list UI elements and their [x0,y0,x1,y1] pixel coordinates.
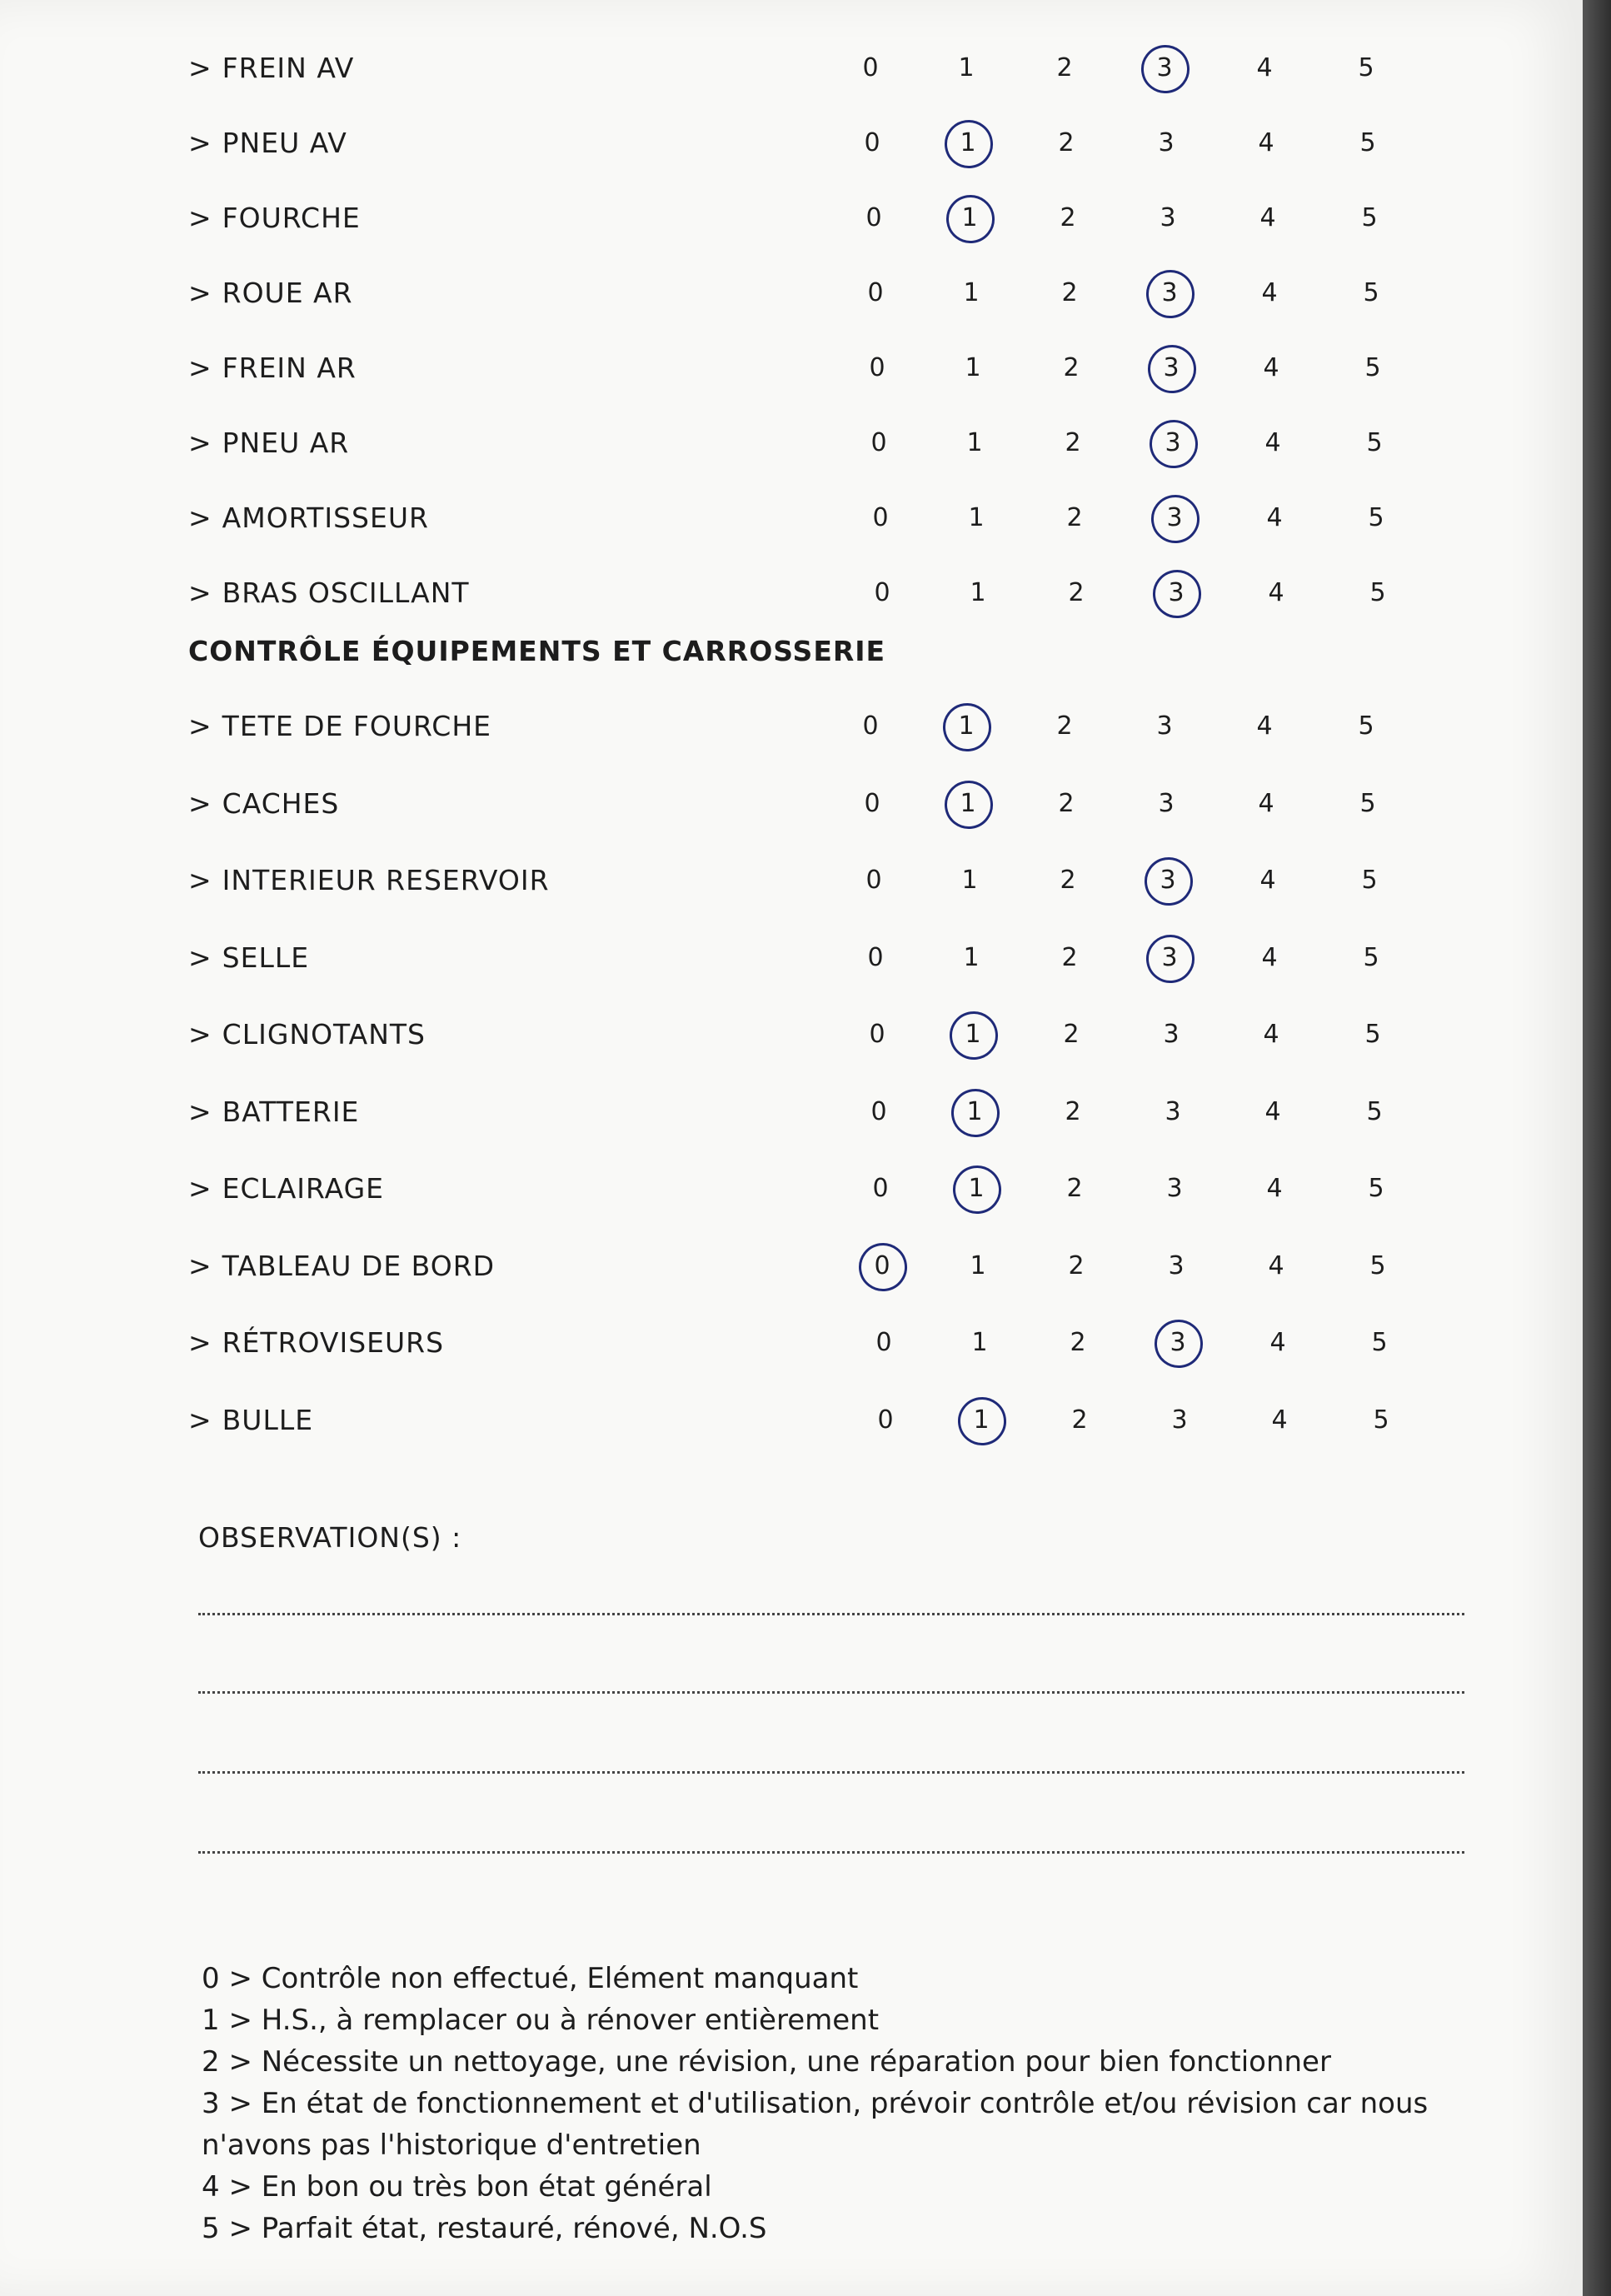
score-option-selected[interactable]: 3 [1145,268,1195,318]
score-option-selected[interactable]: 3 [1146,343,1196,393]
check-label [188,1318,444,1368]
check-label-text: BULLE [222,1403,314,1436]
arrow-icon: > [188,52,212,84]
score-option[interactable]: 2 [1058,128,1075,157]
check-row [0,568,1583,618]
check-row [0,1395,1583,1445]
observation-line[interactable] [198,1771,1464,1774]
score-option-selected[interactable]: 1 [951,1164,1001,1214]
score-option-selected[interactable]: 1 [948,1010,998,1060]
score-option[interactable]: 0 [865,203,882,232]
check-label-text: FREIN AR [222,352,357,384]
score-option[interactable]: 0 [870,428,887,457]
arrow-icon: > [188,1403,212,1436]
score-option[interactable]: 2 [1071,1405,1088,1435]
score-option[interactable]: 5 [1366,428,1383,457]
check-row [0,1318,1583,1368]
score-option-selected[interactable]: 3 [1140,43,1190,93]
score-option[interactable]: 5 [1363,942,1379,972]
check-row [0,43,1583,93]
check-label [188,493,429,543]
check-label-text: TABLEAU DE BORD [222,1249,496,1282]
score-option[interactable]: 2 [1068,578,1085,607]
check-row [0,418,1583,468]
check-label [188,1010,426,1060]
score-option[interactable]: 2 [1058,788,1075,818]
check-label-text: CLIGNOTANTS [222,1018,426,1051]
section-title: CONTRÔLE ÉQUIPEMENTS ET CARROSSERIE [188,635,886,667]
check-label [188,268,353,318]
score-option[interactable]: 1 [958,53,975,82]
observations-label: OBSERVATION(S) : [198,1521,462,1554]
arrow-icon: > [188,864,212,896]
check-label [188,933,309,983]
observation-line[interactable] [198,1851,1464,1854]
score-option[interactable]: 4 [1271,1405,1288,1435]
score-option[interactable]: 5 [1371,1328,1388,1357]
score-option-selected[interactable]: 0 [857,1241,907,1291]
score-option[interactable]: 2 [1056,53,1073,82]
check-label-text: TETE DE FOURCHE [222,710,492,742]
check-label-text: FREIN AV [222,52,355,84]
arrow-icon: > [188,127,212,159]
score-option[interactable]: 1 [971,1328,988,1357]
score-option[interactable]: 2 [1060,203,1076,232]
score-option[interactable]: 1 [963,942,980,972]
check-label-text: ROUE AR [222,277,353,309]
arrow-icon: > [188,576,212,609]
score-option[interactable]: 4 [1269,1328,1286,1357]
check-row [0,193,1583,243]
check-row [0,1087,1583,1137]
score-option[interactable]: 2 [1070,1328,1086,1357]
score-option[interactable]: 1 [966,428,983,457]
score-option[interactable]: 5 [1364,353,1381,382]
check-label [188,856,550,906]
score-option[interactable]: 3 [1158,128,1175,157]
score-option[interactable]: 5 [1361,866,1378,895]
arrow-icon: > [188,202,212,234]
score-option[interactable]: 5 [1358,53,1374,82]
arrow-icon: > [188,786,212,820]
score-option[interactable]: 4 [1268,1250,1284,1280]
score-option[interactable]: 2 [1063,353,1080,382]
score-option[interactable]: 3 [1165,1096,1181,1126]
score-option[interactable]: 2 [1068,1250,1085,1280]
score-option[interactable]: 5 [1359,128,1376,157]
arrow-icon: > [188,502,212,534]
check-row [0,779,1583,829]
score-option[interactable]: 3 [1166,1174,1183,1203]
score-option[interactable]: 0 [872,1174,889,1203]
score-option[interactable]: 4 [1266,503,1283,532]
score-option[interactable]: 4 [1264,428,1281,457]
check-label [188,1087,359,1137]
score-option-selected[interactable]: 1 [943,779,993,829]
score-option[interactable]: 4 [1268,578,1284,607]
score-option[interactable]: 5 [1368,503,1384,532]
check-label-text: RÉTROVISEURS [222,1326,445,1359]
arrow-icon: > [188,941,212,974]
check-label [188,118,347,168]
table-background [1583,0,1611,2296]
arrow-icon: > [188,277,212,309]
score-option[interactable]: 3 [1156,711,1173,741]
check-label [188,1164,384,1214]
score-option[interactable]: 1 [970,1250,986,1280]
score-option[interactable]: 4 [1256,711,1273,741]
score-option[interactable]: 2 [1066,1174,1083,1203]
score-option[interactable]: 4 [1258,788,1274,818]
arrow-icon: > [188,352,212,384]
score-option[interactable]: 1 [963,278,980,307]
score-option[interactable]: 3 [1171,1405,1188,1435]
score-option[interactable]: 2 [1061,278,1078,307]
score-option[interactable]: 5 [1359,788,1376,818]
observation-line[interactable] [198,1691,1464,1694]
arrow-icon: > [188,1326,212,1359]
arrow-icon: > [188,710,212,742]
check-row [0,1010,1583,1060]
score-option-selected[interactable]: 3 [1153,1318,1203,1368]
score-option[interactable]: 4 [1264,1096,1281,1126]
arrow-icon: > [188,1172,212,1205]
score-option[interactable]: 4 [1256,53,1273,82]
score-option[interactable]: 0 [874,578,890,607]
check-label [188,568,470,618]
check-label [188,418,349,468]
score-option[interactable]: 0 [865,866,882,895]
score-option[interactable]: 3 [1160,203,1176,232]
score-option-selected[interactable]: 1 [945,193,995,243]
score-option[interactable]: 5 [1363,278,1379,307]
legend-line: n'avons pas l'historique d'entretien [202,2129,701,2162]
score-option[interactable]: 2 [1061,942,1078,972]
score-option[interactable]: 3 [1163,1020,1180,1049]
score-option[interactable]: 4 [1259,866,1276,895]
score-option[interactable]: 0 [864,128,880,157]
check-row [0,933,1583,983]
score-option[interactable]: 4 [1263,353,1279,382]
score-option-selected[interactable]: 3 [1143,856,1193,906]
score-option[interactable]: 2 [1060,866,1076,895]
check-row [0,701,1583,751]
check-label-text: SELLE [222,941,310,974]
score-option[interactable]: 4 [1259,203,1276,232]
check-label-text: INTERIEUR RESERVOIR [222,864,550,896]
score-option[interactable]: 5 [1369,1250,1386,1280]
check-label-text: PNEU AR [222,427,350,459]
check-row [0,118,1583,168]
score-option[interactable]: 0 [867,942,884,972]
legend-line: 1 > H.S., à remplacer ou à rénover entièrement [202,2004,880,2037]
check-label [188,43,354,93]
score-option[interactable]: 2 [1065,1096,1081,1126]
check-label-text: AMORTISSEUR [222,502,429,534]
score-option-selected[interactable]: 1 [943,118,993,168]
check-label [188,1395,313,1445]
legend-line: 0 > Contrôle non effectué, Elément manquant [202,1962,859,1995]
score-option-selected[interactable]: 3 [1148,418,1198,468]
rating-legend [202,1958,1501,2249]
score-option[interactable]: 2 [1065,428,1081,457]
score-option[interactable]: 0 [877,1405,894,1435]
observation-line[interactable] [198,1613,1464,1615]
score-option[interactable]: 1 [970,578,986,607]
arrow-icon: > [188,427,212,459]
score-option-selected[interactable]: 1 [956,1395,1006,1445]
score-option[interactable]: 1 [968,503,985,532]
score-option[interactable]: 5 [1368,1174,1384,1203]
score-option-selected[interactable]: 3 [1151,568,1201,618]
score-option[interactable]: 5 [1364,1020,1381,1049]
legend-line: 5 > Parfait état, restauré, rénové, N.O.S [202,2212,767,2245]
score-option[interactable]: 2 [1066,503,1083,532]
score-option-selected[interactable]: 3 [1150,493,1200,543]
check-row [0,856,1583,906]
score-option[interactable]: 0 [862,711,879,741]
score-option[interactable]: 0 [867,278,884,307]
score-option[interactable]: 0 [872,503,889,532]
score-option[interactable]: 4 [1261,278,1278,307]
arrow-icon: > [188,1249,212,1282]
score-option[interactable]: 4 [1263,1020,1279,1049]
legend-line: 4 > En bon ou très bon état général [202,2170,712,2204]
check-row [0,1241,1583,1291]
check-row [0,343,1583,393]
score-option[interactable]: 1 [965,353,981,382]
score-option[interactable]: 2 [1056,711,1073,741]
score-option[interactable]: 5 [1361,203,1378,232]
score-option[interactable]: 0 [875,1328,892,1357]
check-label-text: PNEU AV [222,127,347,159]
score-option[interactable]: 4 [1266,1174,1283,1203]
score-option[interactable]: 5 [1373,1405,1389,1435]
check-label [188,779,339,829]
score-option-selected[interactable]: 1 [941,701,991,751]
score-option[interactable]: 0 [862,53,879,82]
check-label-text: FOURCHE [222,202,361,234]
check-label-text: CACHES [222,786,340,820]
check-label [188,1241,495,1291]
score-option[interactable]: 4 [1258,128,1274,157]
check-label-text: BATTERIE [222,1095,360,1128]
score-option[interactable]: 5 [1369,578,1386,607]
score-option-selected[interactable]: 3 [1145,933,1195,983]
check-row [0,268,1583,318]
arrow-icon: > [188,1018,212,1051]
check-label-text: BRAS OSCILLANT [222,576,470,609]
check-row [0,493,1583,543]
arrow-icon: > [188,1095,212,1128]
legend-line: 3 > En état de fonctionnement et d'utilisation, prévoir contrôle et/ou révision car nous [202,2087,1429,2120]
score-option-selected[interactable]: 1 [950,1087,1000,1137]
legend-line: 2 > Nécessite un nettoyage, une révision, une réparation pour bien fonctionner [202,2045,1331,2079]
check-label-text: ECLAIRAGE [222,1172,385,1205]
score-option[interactable]: 3 [1168,1250,1185,1280]
score-option[interactable]: 0 [870,1096,887,1126]
check-label [188,193,361,243]
score-option[interactable]: 5 [1358,711,1374,741]
score-option[interactable]: 0 [869,1020,885,1049]
score-option[interactable]: 1 [961,866,978,895]
score-option[interactable]: 3 [1158,788,1175,818]
score-option[interactable]: 2 [1063,1020,1080,1049]
score-option[interactable]: 0 [869,353,885,382]
score-option[interactable]: 5 [1366,1096,1383,1126]
score-option[interactable]: 4 [1261,942,1278,972]
score-option[interactable]: 0 [864,788,880,818]
check-label [188,701,491,751]
check-label [188,343,357,393]
check-row [0,1164,1583,1214]
